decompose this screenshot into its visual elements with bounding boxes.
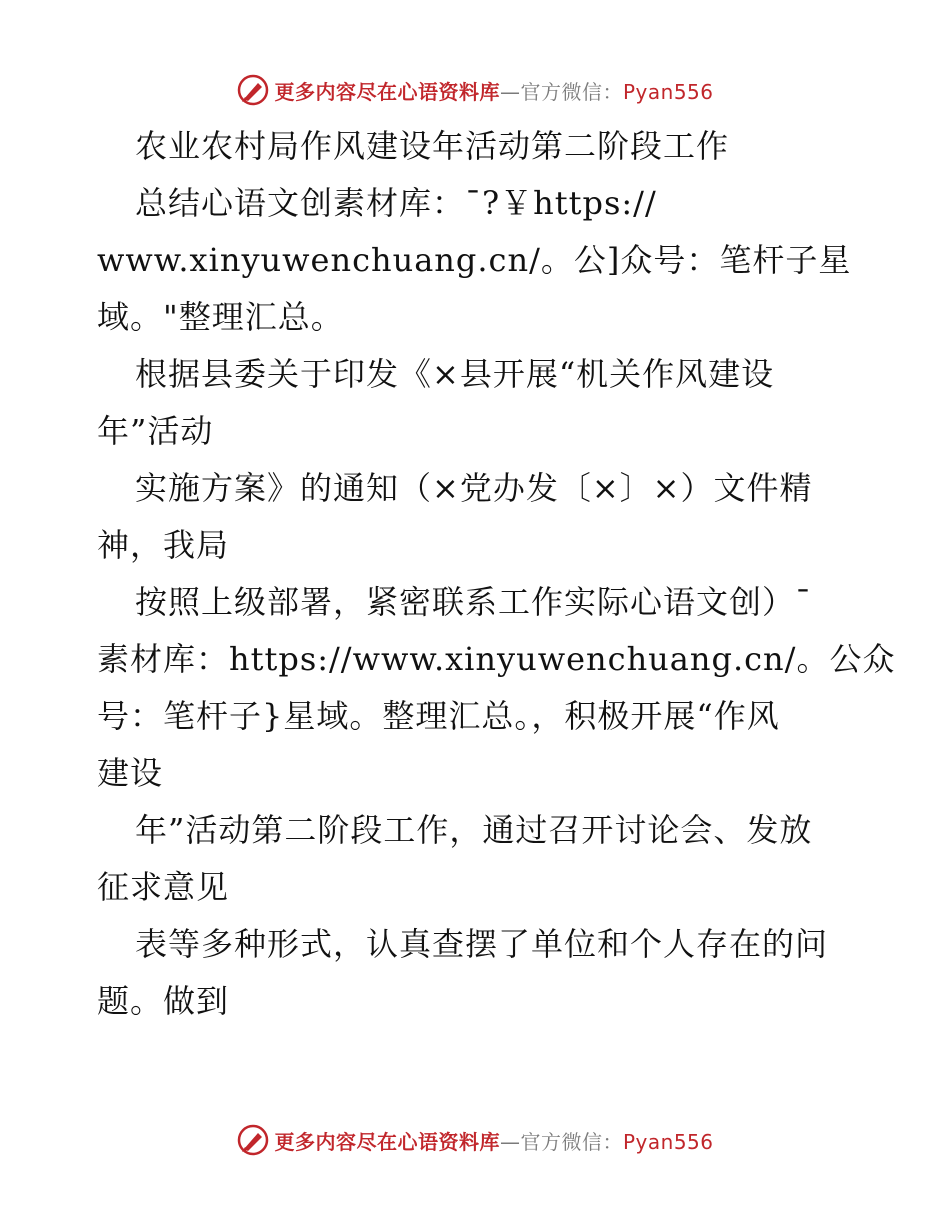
- footer-banner: [0, 1120, 950, 1160]
- doc-line: 号：笔杆子}星域。整理汇总。，积极开展“作风: [97, 697, 780, 735]
- doc-line: 按照上级部署，紧密联系工作实际心语文创）¯: [135, 583, 813, 621]
- doc-line: 建设: [97, 754, 164, 792]
- header-banner-grey: —官方微信：: [499, 79, 623, 104]
- header-banner-red: 更多内容尽在心语资料库: [274, 79, 500, 104]
- doc-line: 实施方案》的通知（×党办发〔×〕×）文件精: [135, 469, 813, 507]
- footer-banner-handle: Pyan556: [622, 1129, 714, 1154]
- pen-logo-icon: [236, 73, 270, 107]
- doc-line: www.xinyuwenchuang.cn/。公]众号：笔杆子星: [97, 241, 852, 279]
- doc-line: 神，我局: [97, 526, 230, 564]
- footer-banner-grey: —官方微信：: [499, 1129, 623, 1154]
- doc-line: 年”活动第二阶段工作，通过召开讨论会、发放: [135, 811, 813, 849]
- doc-title-line-1: 农业农村局作风建设年活动第二阶段工作: [135, 127, 730, 165]
- header-banner: [0, 70, 950, 110]
- header-banner-handle: Pyan556: [622, 79, 714, 104]
- document-body: [97, 118, 896, 1030]
- pen-logo-icon: [236, 1123, 270, 1157]
- doc-line: 征求意见: [97, 868, 230, 906]
- doc-line: 表等多种形式，认真查摆了单位和个人存在的问: [135, 925, 829, 963]
- doc-line: 年”活动: [97, 412, 214, 450]
- doc-title-line-2: 总结心语文创素材库：¯?￥https://: [135, 184, 657, 222]
- doc-line: 题。做到: [97, 982, 230, 1020]
- doc-line: 根据县委关于印发《×县开展“机关作风建设: [135, 355, 775, 393]
- doc-line: 域。"整理汇总。: [97, 298, 344, 336]
- footer-banner-red: 更多内容尽在心语资料库: [274, 1129, 500, 1154]
- doc-line: 素材库：https://www.xinyuwenchuang.cn/。公众: [97, 640, 896, 678]
- footer-banner-text: [274, 1126, 713, 1155]
- header-banner-text: [274, 76, 713, 105]
